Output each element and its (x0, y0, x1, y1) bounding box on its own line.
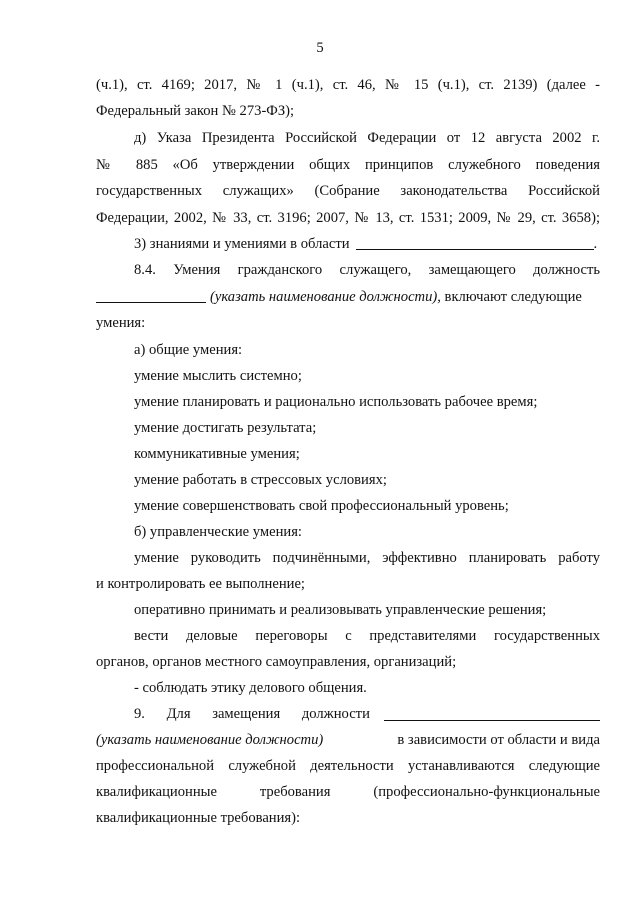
text-fragment: 9. Для замещения должности (134, 706, 370, 722)
italic-instruction: (указать наименование должности) (96, 732, 324, 748)
text-line: вести деловые переговоры с представителями государственных (134, 628, 600, 644)
text-line-with-blank (134, 704, 600, 724)
fill-in-blank (96, 288, 206, 303)
text-line: и контролировать ее выполнение; (96, 576, 305, 592)
text-line: умение руководить подчинёнными, эффективно планировать работу (134, 550, 600, 566)
text-line: умение мыслить системно; (134, 368, 302, 384)
text-line: (ч.1), ст. 4169; 2017, № 1 (ч.1), ст. 46, № 15 (ч.1), ст. 2139) (далее - (96, 77, 600, 93)
text-line: оперативно принимать и реализовывать управленческие решения; (134, 602, 547, 618)
text-fragment: квалификационные (96, 784, 217, 800)
text-line: профессиональной служебной деятельности устанавливаются следующие (96, 758, 600, 774)
text-line: а) общие умения: (134, 342, 243, 358)
text-line: б) управленческие умения: (134, 524, 302, 540)
text-line: умения: (96, 315, 146, 331)
italic-instruction: (указать наименование должности) (210, 289, 438, 305)
text-line: умение достигать результата; (134, 420, 317, 436)
text-line: умение работать в стрессовых условиях; (134, 472, 387, 488)
justified-row (96, 782, 600, 802)
text-line: квалификационные требования): (96, 810, 301, 826)
text-line: органов, органов местного самоуправления, организаций; (96, 654, 457, 670)
justified-row (96, 730, 600, 750)
text-fragment: 3) знаниями и умениями в области (134, 236, 350, 252)
fill-in-blank (384, 706, 600, 721)
text-line: умение планировать и рационально использовать рабочее время; (134, 394, 538, 410)
text-line: коммуникативные умения; (134, 446, 300, 462)
justified-row (134, 704, 600, 724)
text-line: Федеральный закон № 273-ФЗ); (96, 103, 295, 119)
text-line: 8.4. Умения гражданского служащего, замещающего должность (134, 262, 600, 278)
text-line-with-blank (96, 287, 600, 307)
text-line: - соблюдать этику делового общения. (134, 680, 367, 696)
text-fragment: . (593, 236, 598, 252)
text-line-with-blank (134, 234, 600, 254)
text-fragment: (профессионально-функциональные (373, 784, 600, 800)
text-line: Федерации, 2002, № 33, ст. 3196; 2007, № 13, ст. 1531; 2009, № 29, ст. 3658); (96, 210, 600, 226)
text-fragment: , включают следующие (437, 289, 582, 305)
text-fragment: требования (259, 784, 331, 800)
text-line: № 885 «Об утверждении общих принципов служебного поведения (96, 157, 600, 173)
fill-in-blank (356, 235, 594, 250)
text-fragment: в зависимости от области и вида (397, 732, 600, 748)
text-line-with-italic (96, 730, 600, 750)
text-line: государственных служащих» (Собрание законодательства Российской (96, 183, 600, 199)
text-line: умение совершенствовать свой профессиональный уровень; (134, 498, 509, 514)
text-line-spaced (96, 782, 600, 802)
page-number: 5 (316, 40, 324, 56)
text-line: д) Указа Президента Российской Федерации от 12 августа 2002 г. (134, 130, 600, 146)
